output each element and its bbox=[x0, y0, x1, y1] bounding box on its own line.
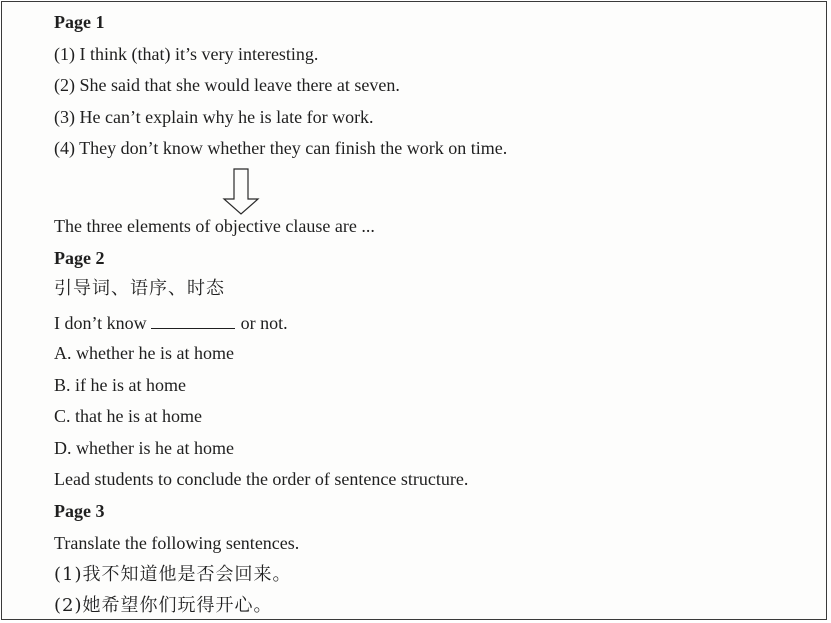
page1-item-3: (3) He can’t explain why he is late for work. bbox=[54, 107, 374, 127]
page3-heading: Page 3 bbox=[54, 501, 105, 521]
page1-item-2: (2) She said that she would leave there at seven. bbox=[54, 75, 400, 95]
page3-item-2: (2)她希望你们玩得开心。 bbox=[54, 595, 273, 616]
down-arrow-icon bbox=[221, 168, 261, 216]
page3-instruction: Translate the following sentences. bbox=[54, 533, 300, 553]
question-text-after: or not. bbox=[240, 313, 288, 333]
page2-option-d: D. whether is he at home bbox=[54, 438, 234, 458]
page2-option-b: B. if he is at home bbox=[54, 375, 186, 395]
page1-item-1: (1) I think (that) it’s very interesting. bbox=[54, 44, 319, 64]
page2-heading: Page 2 bbox=[54, 248, 105, 268]
answer-blank bbox=[151, 312, 235, 329]
question-text-before: I don’t know bbox=[54, 313, 147, 333]
page1-item-4: (4) They don’t know whether they can finish the work on time. bbox=[54, 138, 508, 158]
page2-elements-cn: 引导词、语序、时态 bbox=[54, 278, 225, 299]
page1-heading: Page 1 bbox=[54, 12, 105, 32]
page3-item-1: (1)我不知道他是否会回来。 bbox=[54, 564, 292, 585]
page1-conclusion: The three elements of objective clause are ... bbox=[54, 216, 375, 236]
page2-instruction: Lead students to conclude the order of sentence structure. bbox=[54, 469, 469, 489]
page2-option-c: C. that he is at home bbox=[54, 406, 202, 426]
page2-option-a: A. whether he is at home bbox=[54, 343, 234, 363]
document-frame bbox=[1, 1, 827, 620]
page2-question bbox=[54, 312, 288, 334]
